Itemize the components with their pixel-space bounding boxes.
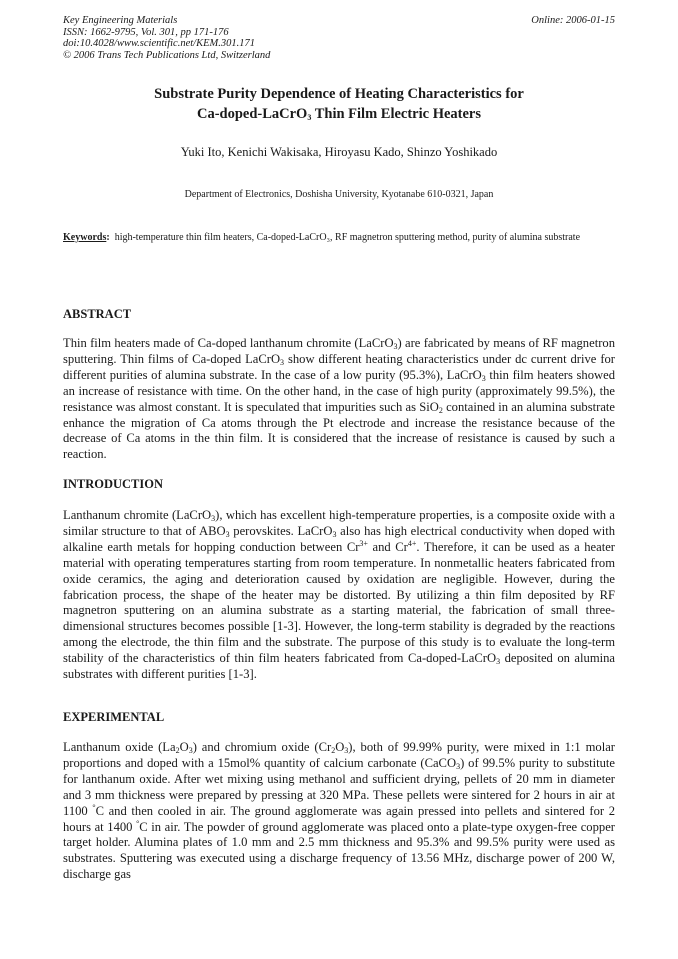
journal-issn: ISSN: 1662-9795, Vol. 301, pp 171-176 xyxy=(63,26,229,38)
abstract-heading: ABSTRACT xyxy=(63,307,132,321)
journal-doi: doi:10.4028/www.scientific.net/KEM.301.171 xyxy=(63,38,255,49)
journal-header xyxy=(63,15,270,61)
keywords: Keywords: high-temperature thin film heaters, Ca-doped-LaCrO₃, RF magnetron sputtering method, purity of alumina substrate xyxy=(63,232,581,243)
journal-copyright: © 2006 Trans Tech Publications Ltd, Switzerland xyxy=(63,49,271,61)
keywords-text: high-temperature thin film heaters, Ca-doped-LaCrO₃, RF magnetron sputtering method, purity of alumina substrate xyxy=(114,232,581,243)
authors: Yuki Ito, Kenichi Wakisaka, Hiroyasu Kado, Shinzo Yoshikado xyxy=(180,145,498,159)
online-date: Online: 2006-01-15 xyxy=(531,15,615,26)
title-line-1: Substrate Purity Dependence of Heating Characteristics for xyxy=(154,86,524,102)
paper-title xyxy=(63,84,615,124)
affiliation: Department of Electronics, Doshisha University, Kyotanabe 610-0321, Japan xyxy=(184,189,494,200)
experimental-text: Lanthanum oxide $(La_2O_3)$ and chromium oxide $(Cr_2O_3)$, both of 99.99% purity, were mixed in 1:1 molar proportions and doped with a 15mol% quantity of calcium carbonate (CaCO$_3$) of 99.5% purity to substitute for lanthanum oxide. After wet mixing using methanol and sufficient drying, pellets of 20 mm in diameter and 3 mm thickness were prepared by pressing at 320 MPa. These pellets were sintered for 2 hours in air at 1100 °C and then cooled in air. The ground agglomerate was again pressed into pellets and sintered for 2 hours at 1400 °C in air. The powder of ground agglomerate was placed onto a plate-type oxygen-free copper target holder. Alumina plates of 1.0 mm and 2.5 mm thickness and 95.3% and 99.5% purity were used as substrates. Sputtering was executed using a discharge frequency of 13.56 MHz, discharge power of 200 W, discharge gas xyxy=(63,740,616,882)
keywords-label: Keywords xyxy=(63,232,107,243)
experimental-heading: EXPERIMENTAL xyxy=(63,710,165,724)
introduction-text: Lanthanum chromite (LaCrO$_3$), which has excellent high-temperature properties, is a composite oxide with a similar structure to that of $ABO_3$ perovskites. LaCrO$_3$ also has high electrical conductivity when doped with alkaline earth metals for hopping conduction between $Cr^{3+}$ and $Cr^{4+}$. Therefore, it can be used as a heater material with operating temperatures starting from room temperature. In nonmetallic heaters fabricated from oxide ceramics, the aging and deterioration caused by oxidation are negligible. However, during the fabrication process, the shape of the heater may be distorted. By utilizing a thin film deposited by RF magnetron sputtering on an alumina substrate as a starting material, the fabrication of small three-dimensional structures becomes possible [1-3]. However, the long-term stability is degraded by the reactions among the electrode, the thin film and the substrate. The purpose of this study is to evaluate the long-term stability of the characteristics of thin film heaters fabricated from Ca-doped-LaCrO$_3$ deposited on alumina substrates with different purities [1-3]. xyxy=(63,508,616,682)
abstract-text: Thin film heaters made of Ca-doped lanthanum chromite (LaCrO$_3$) are fabricated by means of RF magnetron sputtering. Thin films of Ca-doped LaCrO$_3$ show different heating characteristics under dc current drive for different purities of alumina substrate. In the case of a low purity (95.3%), LaCrO$_3$ thin film heaters showed an increase of resistance with time. On the other hand, in the case of high purity (approximately 99.5%), the resistance was almost constant. It is speculated that impurities such as SiO$_2$ contained in an alumina substrate enhance the migration of Ca atoms through the Pt electrode and increase the resistance because of the decrease of Ca atoms in the thin film. It is considered that the increase of resistance is caused by such a reaction. xyxy=(63,336,615,462)
title-line-2: Ca-doped-LaCrO$_3$ Thin Film Electric Heaters xyxy=(196,106,482,122)
journal-name: Key Engineering Materials xyxy=(63,15,178,26)
introduction-heading: INTRODUCTION xyxy=(63,477,164,491)
